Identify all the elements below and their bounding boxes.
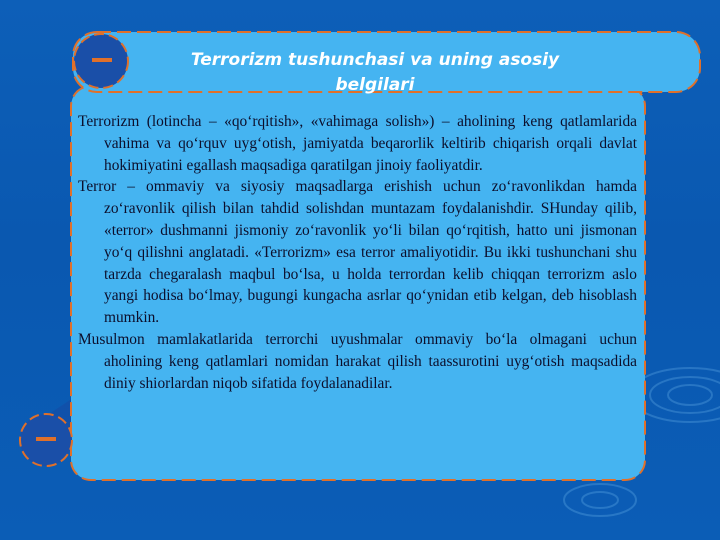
minus-icon <box>92 58 112 62</box>
paragraph-religious-slogans: Musulmon mamlakatlarida terrorchi uyushmalar ommaviy bo‘la olmagani uchun aholining keng qatlamlari nomidan harakat qilish taassurotini uyg‘otish maqsadida diniy shiorlardan niqob sifatida foydalanadilar. <box>78 330 637 392</box>
slide-body <box>78 111 637 394</box>
minus-icon <box>36 437 56 441</box>
slide-title: Terrorizm tushunchasi va uning asosiy belgilari <box>190 50 560 95</box>
paragraph-terror-definition: Terror – ommaviy va siyosiy maqsadlarga erishish uchun zo‘ravonlikdan hamda zo‘ravonlik qilish bilan tahdid solishdan muntazam foydalanishdir. SHunday qilib, «terror» dushmanni jismoniy zo‘ravonlik yo‘li bilan qo‘rqitish, hatto uni jismonan yo‘q qilishni anglatadi. «Terrorizm» esa terror amaliyotidir. Bu ikki tushunchani shu tarzda chegaralash maqbul bo‘lsa, u holda terrordan kelib chiqqan terrorizm aslo yangi hodisa bo‘lmay, bugungi kungacha asrlar qo‘ynidan etib kelgan, deb hisoblash mumkin. <box>78 178 637 327</box>
paragraph-terrorizm-definition: Terrorizm (lotincha – «qo‘rqitish», «vahimaga solish») – aholining keng qatlamlarida vahima va qo‘rquv uyg‘otish, jamiyatda beqarorlik keltirib chiqarish orqali davlat hokimiyatini egallash maqsadiga qaratilgan jinoiy faoliyatdir. <box>78 113 637 174</box>
corner-badge <box>20 414 72 466</box>
